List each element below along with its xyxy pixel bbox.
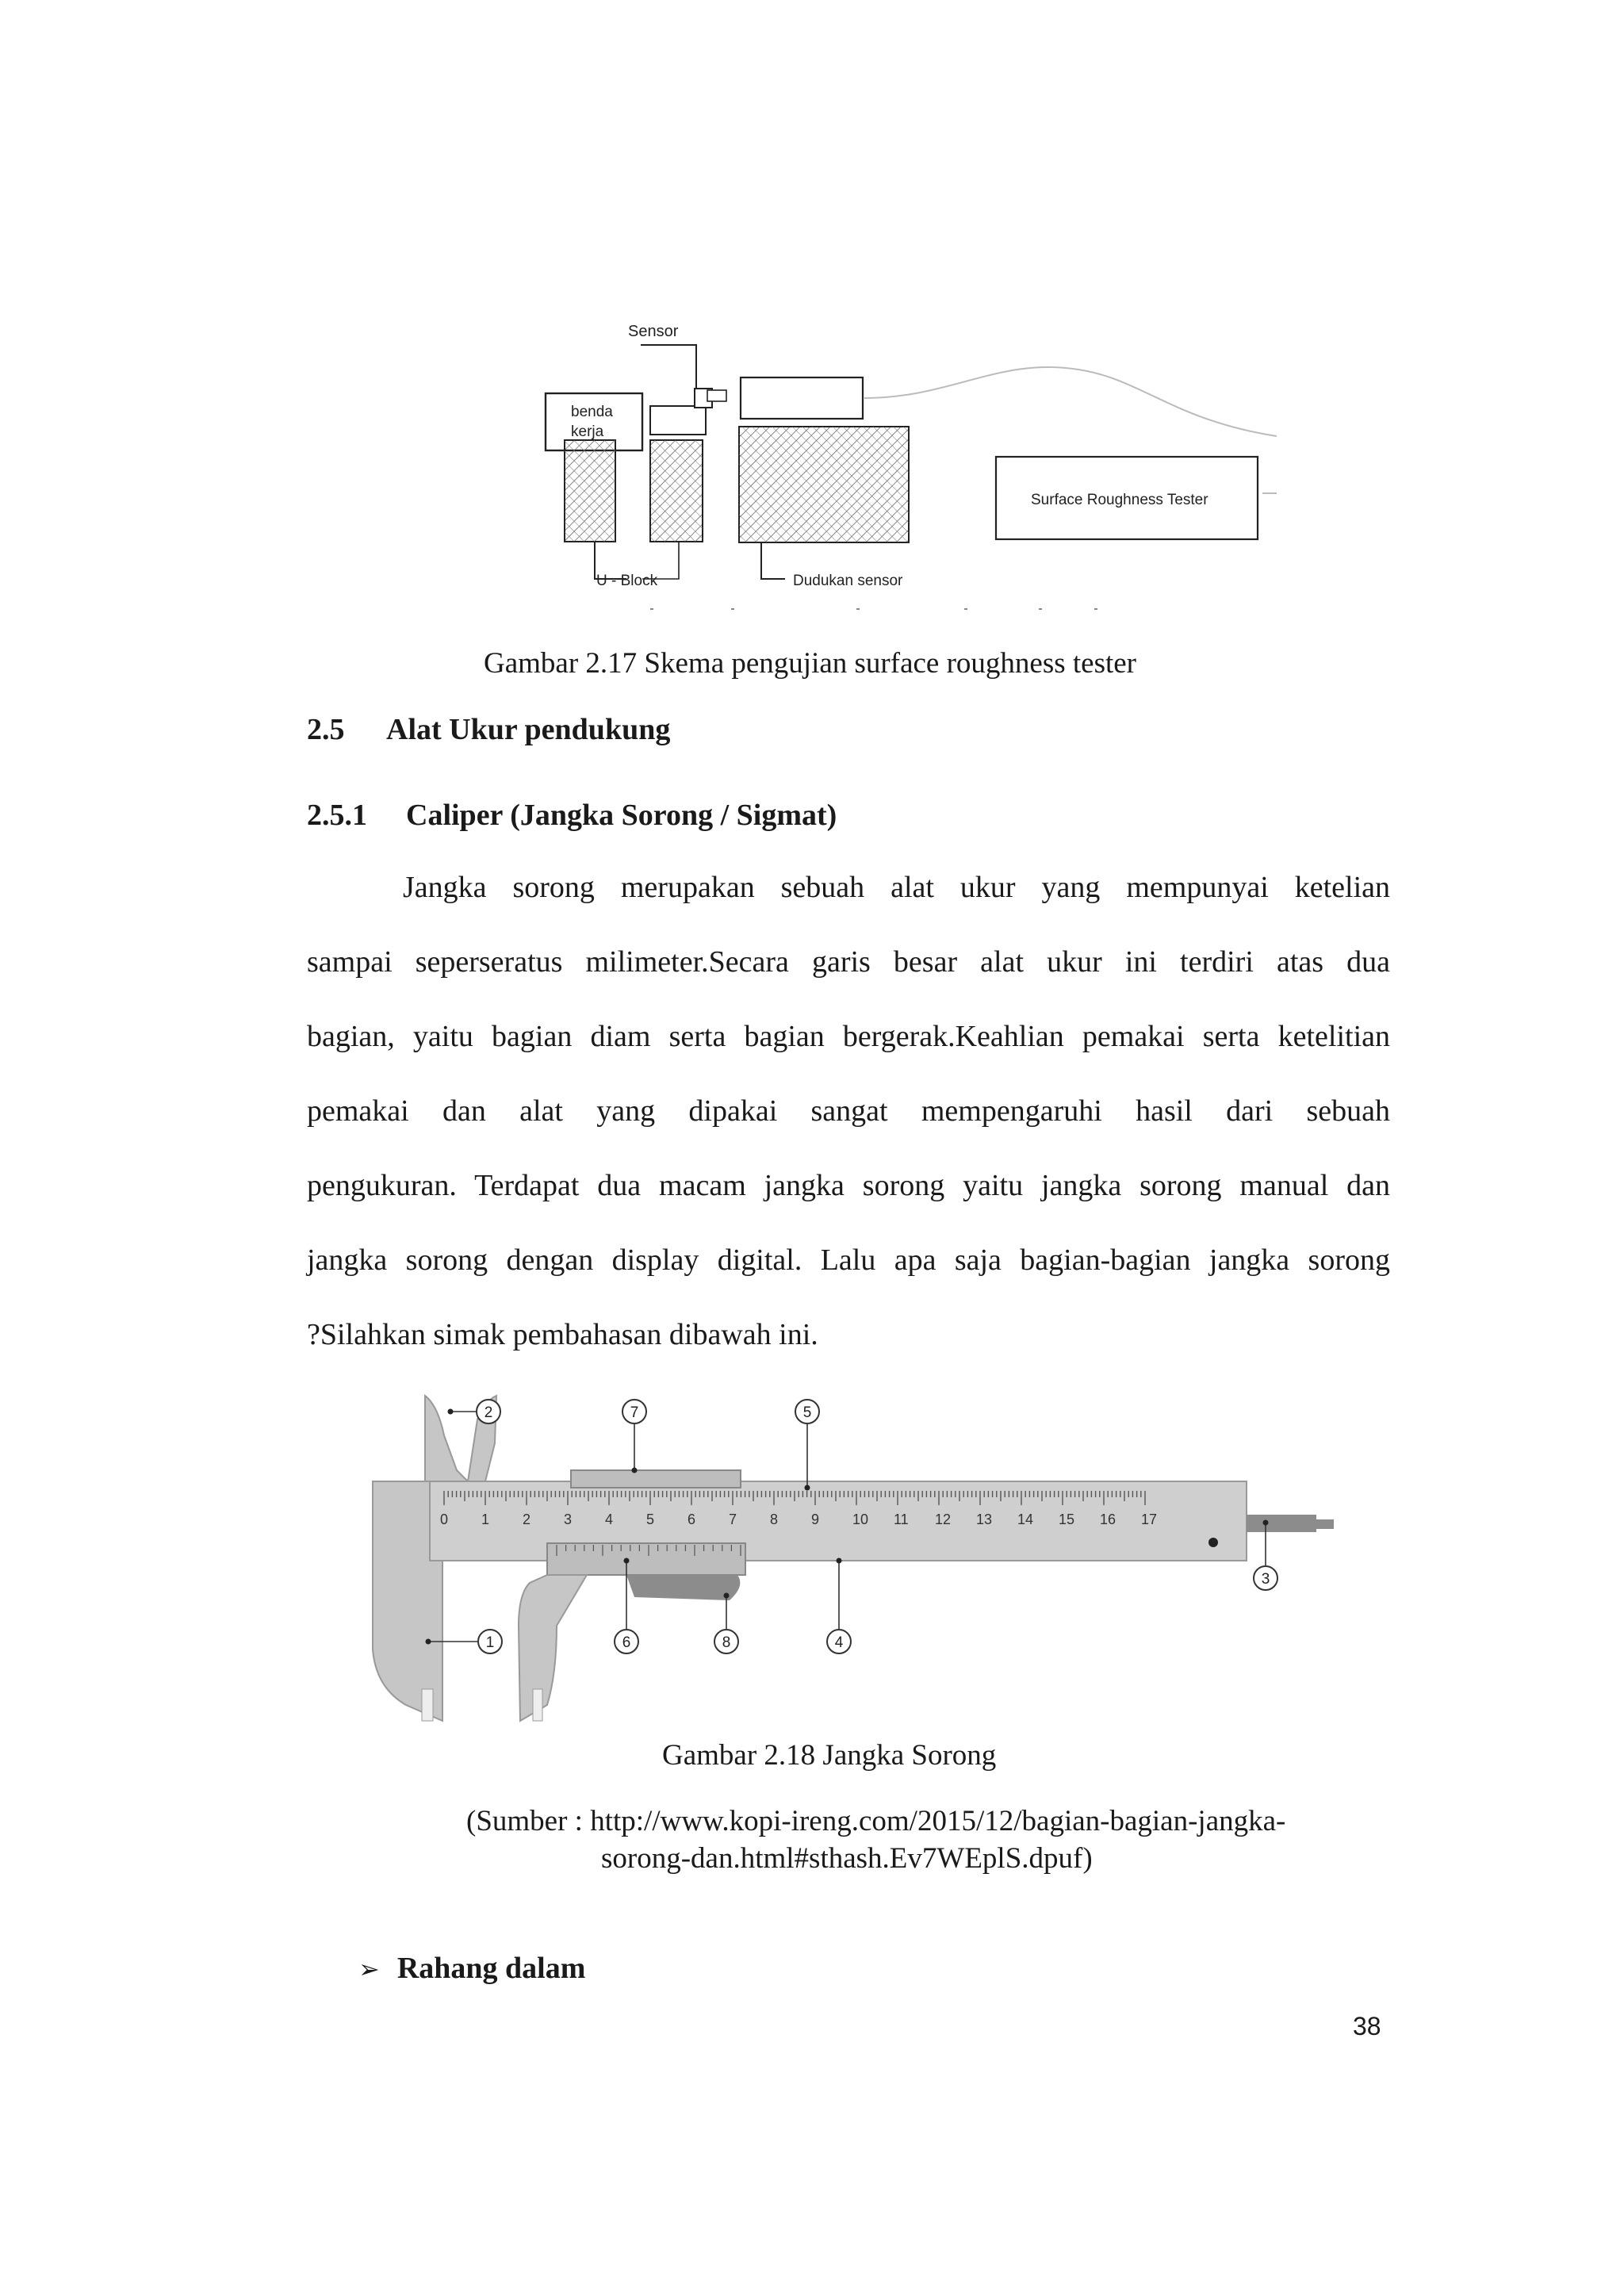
- tester-label: Surface Roughness Tester: [1031, 492, 1208, 508]
- scale-number: 7: [729, 1511, 737, 1527]
- figure-2-18-source-line2: sorong-dan.html#sthash.Ev7WEplS.dpuf): [601, 1842, 1093, 1875]
- scale-number: 15: [1059, 1511, 1075, 1527]
- callout-number: 3: [1261, 1571, 1270, 1588]
- scale-number: 12: [935, 1511, 952, 1527]
- figure-2-17-caption: Gambar 2.17 Skema pengujian surface roughness tester: [484, 647, 1136, 680]
- callout-dot: [805, 1485, 810, 1491]
- scale-number: 11: [894, 1511, 909, 1527]
- scale-number: 8: [770, 1511, 779, 1527]
- callout-dot: [632, 1468, 638, 1473]
- bullet-arrow-icon: ➢: [358, 1954, 380, 1984]
- sensor-label: Sensor: [628, 323, 679, 340]
- section-number: 2.5: [307, 713, 345, 746]
- scale-number: 16: [1100, 1511, 1116, 1527]
- dudukan-label: Dudukan sensor: [793, 573, 903, 589]
- figure-2-18-source-line1: (Sumber : http://www.kopi-ireng.com/2015/12/bagian-bagian-jangka-: [466, 1805, 1286, 1837]
- sliding-outside-jaw: [519, 1575, 587, 1721]
- section-2-5-1-heading: [307, 798, 837, 833]
- surface-roughness-schematic: [523, 309, 1300, 619]
- paragraph-line: pengukuran. Terdapat dua macam jangka sorong yaitu jangka sorong manual dan: [307, 1169, 1390, 1202]
- benda-label: benda: [571, 404, 613, 420]
- section-2-5-heading: [307, 712, 670, 747]
- scale-number: 4: [605, 1511, 614, 1527]
- depth-rod: [1247, 1515, 1316, 1532]
- u-block-label: U - Block: [596, 573, 658, 589]
- thumb-roller: [626, 1575, 740, 1600]
- page-number: 38: [1353, 2012, 1381, 2040]
- callout-dot: [448, 1409, 454, 1415]
- callout-dot: [724, 1593, 730, 1599]
- sensor-head: [741, 377, 863, 419]
- bullet-text: Rahang dalam: [396, 1952, 586, 1985]
- callout-number: 4: [834, 1634, 844, 1651]
- paragraph-line: sampai seperseratus milimeter.Secara garis besar alat ukur ini terdiri atas dua: [307, 945, 1390, 979]
- scale-number: 1: [481, 1511, 490, 1527]
- paragraph-line: ?Silahkan simak pembahasan dibawah ini.: [307, 1318, 818, 1351]
- subsection-title: Caliper (Jangka Sorong / Sigmat): [406, 799, 837, 832]
- scale-number: 5: [646, 1511, 655, 1527]
- scale-number: 2: [523, 1511, 531, 1527]
- kerja-label: kerja: [571, 423, 604, 440]
- scale-number: 9: [811, 1511, 820, 1527]
- bullet-rahang-dalam: [358, 1951, 585, 1986]
- scale-number: 14: [1017, 1511, 1034, 1527]
- callout-number: 6: [622, 1634, 631, 1651]
- callout-number: 2: [484, 1404, 493, 1421]
- paragraph-line: bagian, yaitu bagian diam serta bagian bergerak.Keahlian pemakai serta ketelitian: [307, 1020, 1390, 1053]
- section-title: Alat Ukur pendukung: [386, 713, 671, 746]
- fixed-inside-jaw: [425, 1396, 468, 1481]
- figure-2-18-caption: Gambar 2.18 Jangka Sorong: [662, 1739, 997, 1772]
- subsection-number: 2.5.1: [307, 799, 367, 832]
- scale-number: 6: [688, 1511, 696, 1527]
- vernier-slider-top: [571, 1470, 741, 1488]
- callout-dot: [837, 1558, 842, 1564]
- callout-number: 1: [485, 1634, 495, 1651]
- vernier-slider-bottom: [547, 1543, 745, 1575]
- callout-dot: [624, 1558, 630, 1564]
- callout-number: 8: [722, 1634, 731, 1651]
- scale-number: 10: [852, 1511, 869, 1527]
- scale-number: 3: [564, 1511, 573, 1527]
- paragraph-line: Jangka sorong merupakan sebuah alat ukur yang mempunyai ketelian: [403, 871, 1390, 904]
- paragraph-line: pemakai dan alat yang dipakai sangat mempengaruhi hasil dari sebuah: [307, 1094, 1390, 1128]
- caliper-illustration: [349, 1388, 1348, 1737]
- callout-number: 7: [630, 1404, 639, 1421]
- callout-dot: [426, 1639, 431, 1645]
- scale-number: 0: [440, 1511, 449, 1527]
- callout-number: 5: [802, 1404, 812, 1421]
- paragraph-line: jangka sorong dengan display digital. Lalu apa saja bagian-bagian jangka sorong: [307, 1243, 1390, 1277]
- callout-dot: [1263, 1520, 1269, 1526]
- scale-number: 17: [1141, 1511, 1158, 1527]
- scale-number: 13: [976, 1511, 993, 1527]
